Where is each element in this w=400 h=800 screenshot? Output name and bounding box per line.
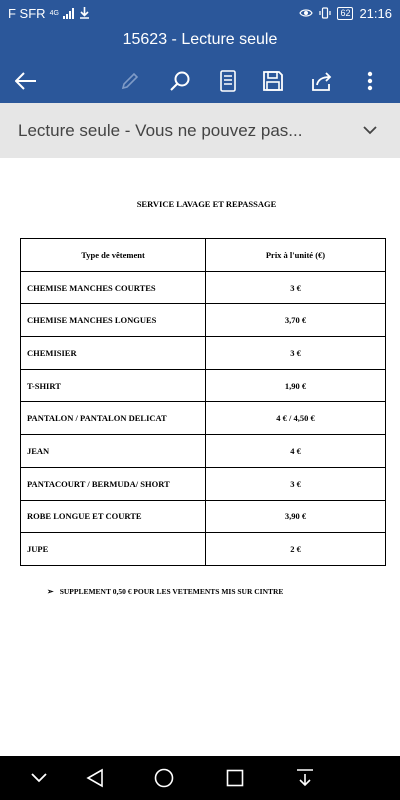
row-item: PANTALON / PANTALON DELICAT <box>21 402 206 435</box>
table-row <box>21 304 386 337</box>
chevron-down-icon <box>31 773 47 783</box>
document-heading: SERVICE LAVAGE ET REPASSAGE <box>136 199 277 209</box>
row-item: JEAN <box>21 435 206 468</box>
download-icon <box>79 7 90 19</box>
more-vertical-icon <box>367 71 373 91</box>
chevron-down-icon[interactable] <box>358 119 382 143</box>
hide-nav-button[interactable] <box>24 764 54 792</box>
nav-back-button[interactable] <box>80 764 110 792</box>
price-table <box>20 238 386 566</box>
network-type: 4G <box>49 9 59 17</box>
row-price: 3,70 € <box>206 304 386 337</box>
row-item: CHEMISIER <box>21 337 206 370</box>
document-title: 15623 - Lecture seule <box>122 31 278 48</box>
column-header-price: Prix à l'unité (€) <box>206 239 386 272</box>
row-item: JUPE <box>21 533 206 566</box>
circle-home-icon <box>154 768 174 788</box>
row-item: ROBE LONGUE ET COURTE <box>21 500 206 533</box>
table-row <box>21 271 386 304</box>
table-row <box>21 337 386 370</box>
signal-icon <box>63 8 75 19</box>
nav-notifications-button[interactable] <box>290 764 320 792</box>
more-options-button[interactable] <box>353 64 387 98</box>
row-item: CHEMISE MANCHES LONGUES <box>21 304 206 337</box>
eye-icon <box>299 8 313 18</box>
read-only-banner[interactable] <box>0 103 400 158</box>
toolbar <box>0 64 400 100</box>
row-item: CHEMISE MANCHES COURTES <box>21 271 206 304</box>
nav-recents-button[interactable] <box>220 764 250 792</box>
mobile-view-icon <box>220 70 236 92</box>
table-row <box>21 402 386 435</box>
battery-indicator: 62 <box>337 7 353 20</box>
vibrate-icon <box>319 7 331 19</box>
table-row <box>21 467 386 500</box>
row-price: 4 € <box>206 435 386 468</box>
table-header-row <box>21 239 386 272</box>
table-row <box>21 533 386 566</box>
document-page <box>0 158 400 756</box>
supplement-note-text: SUPPLEMENT 0,50 € POUR LES VETEMENTS MIS SUR CINTRE <box>59 587 284 596</box>
row-price: 3 € <box>206 337 386 370</box>
back-button[interactable] <box>9 64 43 98</box>
table-row <box>21 369 386 402</box>
arrow-left-icon <box>15 72 37 90</box>
share-icon <box>311 70 333 92</box>
pull-down-icon <box>296 769 314 787</box>
table-row <box>21 500 386 533</box>
clock: 21:16 <box>359 5 392 21</box>
row-price: 3 € <box>206 467 386 500</box>
carrier-label: F SFR <box>8 5 46 21</box>
row-price: 2 € <box>206 533 386 566</box>
arrow-bullet-icon: ➢ <box>47 587 54 596</box>
share-button[interactable] <box>305 64 339 98</box>
row-price: 3,90 € <box>206 500 386 533</box>
mobile-view-button[interactable] <box>211 64 245 98</box>
row-price: 1,90 € <box>206 369 386 402</box>
search-icon <box>169 70 191 92</box>
row-price: 3 € <box>206 271 386 304</box>
save-button[interactable] <box>256 64 290 98</box>
status-bar <box>0 0 400 26</box>
row-price: 4 € / 4,50 € <box>206 402 386 435</box>
search-button[interactable] <box>163 64 197 98</box>
triangle-back-icon <box>86 768 104 788</box>
banner-text: Lecture seule - Vous ne pouvez pas... <box>18 120 303 140</box>
column-header-type: Type de vêtement <box>21 239 206 272</box>
square-recents-icon <box>226 769 244 787</box>
app-header <box>0 26 400 103</box>
row-item: PANTACOURT / BERMUDA/ SHORT <box>21 467 206 500</box>
row-item: T-SHIRT <box>21 369 206 402</box>
save-icon <box>262 70 284 92</box>
supplement-note <box>47 587 283 596</box>
edit-button[interactable] <box>113 64 147 98</box>
nav-home-button[interactable] <box>149 764 179 792</box>
table-row <box>21 435 386 468</box>
pencil-icon <box>120 71 140 91</box>
system-nav-bar <box>0 756 400 800</box>
